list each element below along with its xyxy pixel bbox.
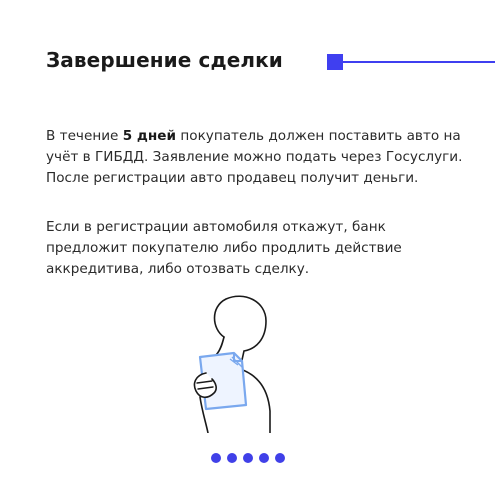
pagination-dot[interactable] bbox=[211, 453, 221, 463]
accent-square bbox=[327, 54, 343, 70]
paragraph-text-after: покупатель должен поставить авто на учёт в ГИБДД. Заявление можно подать через Госуслуги. После регистрации авто продавец получит деньги. bbox=[46, 128, 463, 186]
pagination-dot[interactable] bbox=[275, 453, 285, 463]
paragraph-text-before: В течение bbox=[46, 128, 123, 144]
paragraph-refusal: Если в регистрации автомобиля откажут, банк предложит покупателю либо продлить действие аккредитива, либо отозвать сделку. bbox=[46, 219, 402, 277]
pagination-dot[interactable] bbox=[227, 453, 237, 463]
pagination-dot[interactable] bbox=[243, 453, 253, 463]
pagination-dot[interactable] bbox=[259, 453, 269, 463]
accent-line bbox=[343, 61, 495, 63]
pagination-dots[interactable] bbox=[211, 453, 285, 463]
paragraph-registration bbox=[46, 126, 466, 189]
person-holding-document-icon bbox=[186, 293, 316, 433]
slide-title: Завершение сделки bbox=[46, 48, 283, 72]
bold-deadline: 5 дней bbox=[122, 128, 177, 144]
